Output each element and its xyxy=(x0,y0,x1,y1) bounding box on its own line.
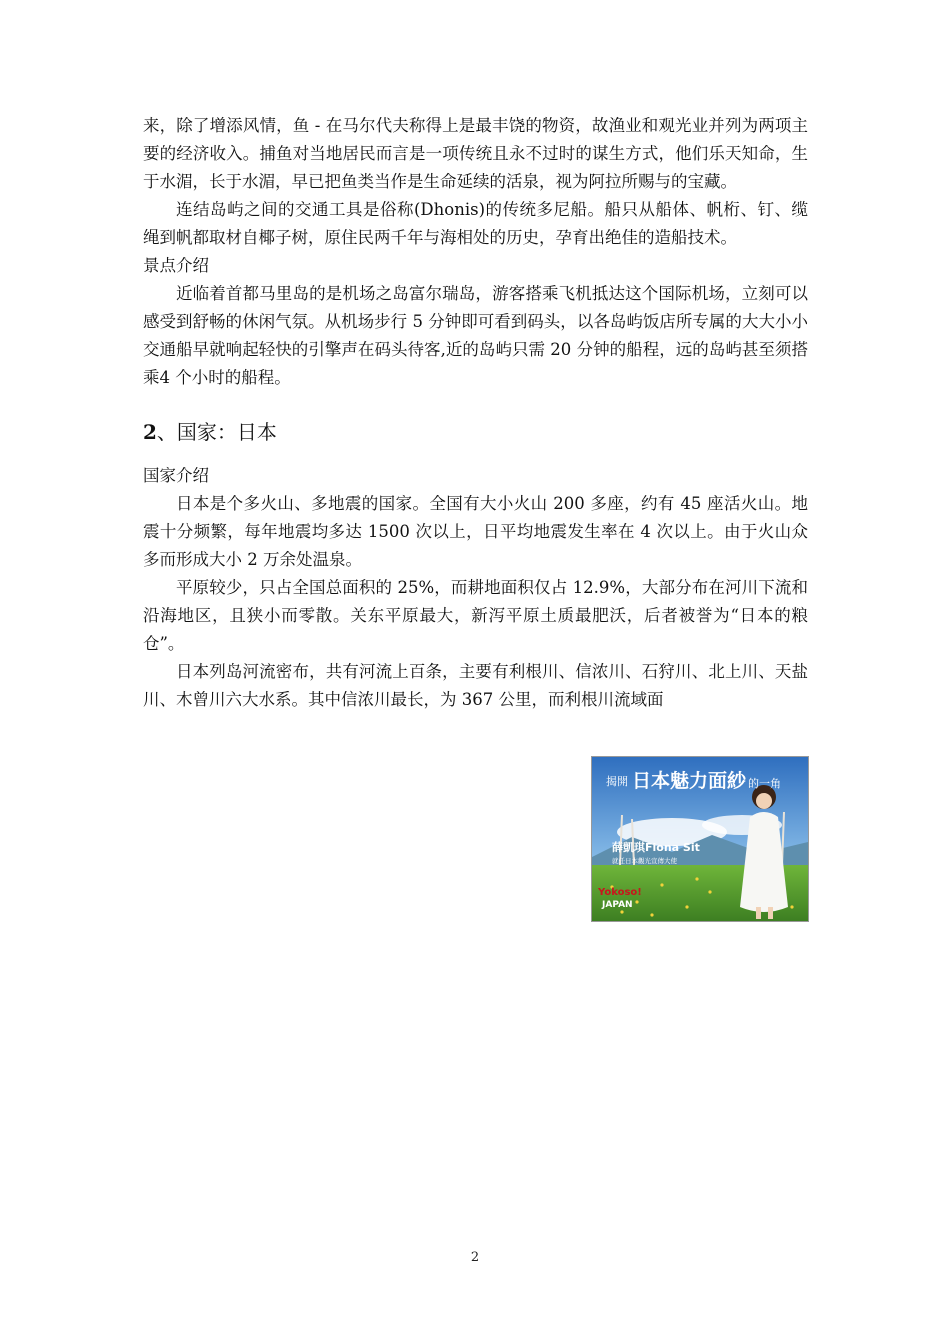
section-title: 、国家：日本 xyxy=(156,420,277,444)
page-body xyxy=(143,112,808,714)
logo-line-1: Yokoso! xyxy=(598,887,642,898)
poster-headline-main: 日本魅力面紗 xyxy=(632,770,747,792)
paragraph-plains: 平原较少，只占全国总面积的 25%，而耕地面积仅占 12.9%，大部分布在河川下流和沿海地区，且狭小而零散。关东平原最大，新泻平原土质最肥沃，后者被誉为“日本的粮仓”。 xyxy=(143,578,808,653)
section-number: 2 xyxy=(143,420,157,444)
paragraph-fishing: 来，除了增添风情，鱼 - 在马尔代夫称得上是最丰饶的物资，故渔业和观光业并列为两项主要的经济收入。捕鱼对当地居民而言是一项传统且永不过时的谋生方式，他们乐天知命，生于水湄，长于水湄，早已把鱼类当作是生命延续的活泉，视为阿拉所赐与的宝藏。 xyxy=(143,116,808,191)
paragraph-rivers: 日本列岛河流密布，共有河流上百条，主要有利根川、信浓川、石狩川、北上川、天盐川、木曾川六大水系。其中信浓川最长，为 367 公里，而利根川流域面 xyxy=(143,662,808,709)
logo-line-2: JAPAN xyxy=(602,900,633,910)
page-number: 2 xyxy=(470,1250,480,1265)
japan-tourism-poster xyxy=(591,756,809,922)
poster-subtitle: 就任日本觀光宣傳大使 xyxy=(612,857,677,865)
poster-headline-prefix: 揭開 xyxy=(606,775,628,788)
attractions-label: 景点介绍 xyxy=(143,256,209,275)
paragraph-attractions: 近临着首都马里岛的是机场之岛富尔瑞岛，游客搭乘飞机抵达这个国际机场，立刻可以感受到舒畅的休闲气氛。从机场步行 5 分钟即可看到码头，以各岛屿饭店所专属的大大小小交通船早就响起轻快的引擎声在码头待客,近的岛屿只需 20 分钟的船程，远的岛屿甚至须搭乘4 个小时的船程。 xyxy=(143,284,808,387)
paragraph-volcanoes: 日本是个多火山、多地震的国家。全国有大小火山 200 多座，约有 45 座活火山。地震十分频繁，每年地震均多达 1500 次以上，日平均地震发生率在 4 次以上。由于火山众多而形成大小 2 万余处温泉。 xyxy=(143,494,808,569)
paragraph-dhonis: 连结岛屿之间的交通工具是俗称(Dhonis)的传统多尼船。船只从船体、帆桁、钉、缆绳到帆都取材自椰子树，原住民两千年与海相处的历史，孕育出绝佳的造船技术。 xyxy=(143,200,808,247)
poster-headline-suffix: 的一角 xyxy=(748,777,781,790)
country-intro-label: 国家介绍 xyxy=(143,466,209,485)
poster-name-line: 薛凱琪Fiona Sit xyxy=(612,841,700,854)
section-heading xyxy=(143,418,808,446)
